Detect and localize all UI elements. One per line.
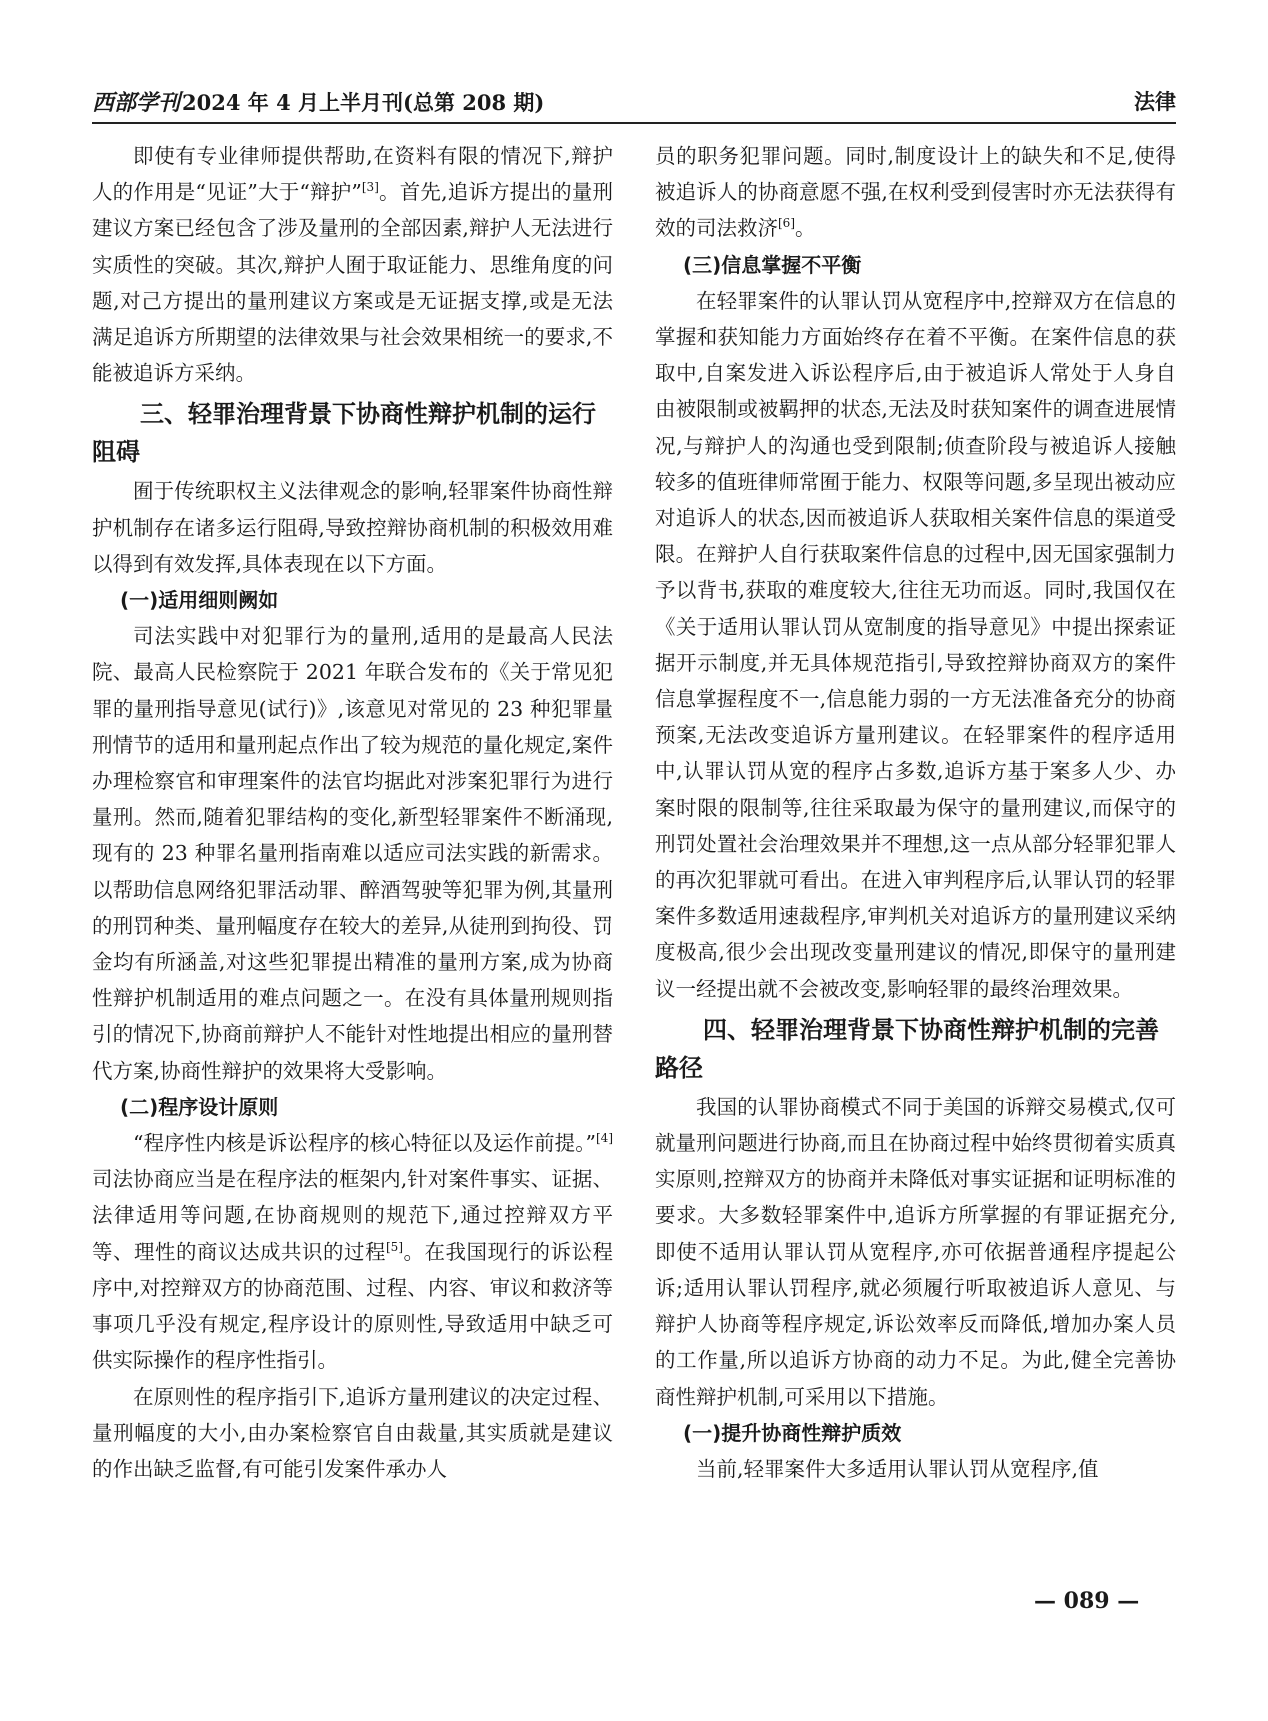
paragraph: 员的职务犯罪问题。同时,制度设计上的缺失和不足,使得被追诉人的协商意愿不强,在权利受到侵害时亦无法获得有效的司法救济[6]。 bbox=[655, 144, 1176, 241]
section-heading: 四、轻罪治理背景下协商性辩护机制的完善路径 bbox=[655, 1015, 1159, 1082]
subsection-heading: (一)适用细则阙如 bbox=[120, 588, 279, 613]
page-header bbox=[92, 82, 1176, 124]
citation-ref: [6] bbox=[778, 216, 795, 231]
paragraph: 在原则性的程序指引下,追诉方量刑建议的决定过程、量刑幅度的大小,由办案检察官自由裁量,其实质就是建议的作出缺乏监督,有可能引发案件承办人 bbox=[92, 1384, 613, 1481]
journal-logo: 西部学刊 bbox=[92, 90, 181, 116]
paragraph: 在轻罪案件的认罪认罚从宽程序中,控辩双方在信息的掌握和获知能力方面始终存在着不平衡。在案件信息的获取中,自案发进入诉讼程序后,由于被追诉人常处于人身自由被限制或被羁押的状态,无法及时获知案件的调查进展情况,与辩护人的沟通也受到限制;侦查阶段与被追诉人接触较多的值班律师常囿于能力、权限等问题,多呈现出被动应对追诉人的状态,因而被追诉人获取相关案件信息的渠道受限。在辩护人自行获取案件信息的过程中,因无国家强制力予以背书,获取的难度较大,往往无功而返。同时,我国仅在《关于适用认罪认罚从宽制度的指导意见》中提出探索证据开示制度,并无具体规范指引,导致控辩协商双方的案件信息掌握程度不一,信息能力弱的一方无法准备充分的协商预案,无法改变追诉方量刑建议。在轻罪案件的程序适用中,认罪认罚从宽的程序占多数,追诉方基于案多人少、办案时限的限制等,往往采取最为保守的量刑建议,而保守的刑罚处置社会治理效果并不理想,这一点从部分轻罪犯罪人的再次犯罪就可看出。在进入审判程序后,认罪认罚的轻罪案件多数适用速裁程序,审判机关对追诉方的量刑建议采纳度极高,很少会出现改变量刑建议的情况,即保守的量刑建议一经提出就不会被改变,影响轻罪的最终治理效果。 bbox=[655, 288, 1176, 1001]
page-number: — 089 — bbox=[1034, 1588, 1140, 1614]
section-label: 法律 bbox=[1134, 89, 1176, 114]
paragraph: 即使有专业律师提供帮助,在资料有限的情况下,辩护人的作用是“见证”大于“辩护”[3]。首先,追诉方提出的量刑建议方案已经包含了涉及量刑的全部因素,辩护人无法进行实质性的突破。其次,辩护人囿于取证能力、思维角度的问题,对己方提出的量刑建议方案或是无证据支撑,或是无法满足追诉方所期望的法律效果与社会效果相统一的要求,不能被追诉方采纳。 bbox=[92, 144, 613, 386]
paragraph: 司法实践中对犯罪行为的量刑,适用的是最高人民法院、最高人民检察院于 2021 年联合发布的《关于常见犯罪的量刑指导意见(试行)》,该意见对常见的 23 种犯罪量刑情节的适用和量刑起点作出了较为规范的量化规定,案件办理检察官和审理案件的法官均据此对涉案犯罪行为进行量刑。然而,随着犯罪结构的变化,新型轻罪案件不断涌现,现有的 23 种罪名量刑指南难以适应司法实践的新需求。以帮助信息网络犯罪活动罪、醉酒驾驶等犯罪为例,其量刑的刑罚种类、量刑幅度存在较大的差异,从徒刑到拘役、罚金均有所涵盖,对这些犯罪提出精准的量刑方案,成为协商性辩护机制适用的难点问题之一。在没有具体量刑规则指引的情况下,协商前辩护人不能针对性地提出相应的量刑替代方案,协商性辩护的效果将大受影响。 bbox=[92, 624, 613, 1083]
paragraph: 当前,轻罪案件大多适用认罪认罚从宽程序,值 bbox=[696, 1456, 1099, 1481]
subsection-heading: (二)程序设计原则 bbox=[120, 1094, 279, 1119]
left-column bbox=[92, 138, 613, 1487]
citation-ref: [3] bbox=[361, 180, 379, 195]
issue-info: 2024 年 4 月上半月刊(总第 208 期) bbox=[182, 90, 545, 115]
journal-info bbox=[92, 86, 544, 117]
section-heading: 三、轻罪治理背景下协商性辩护机制的运行阻碍 bbox=[92, 400, 596, 467]
right-column bbox=[655, 138, 1176, 1487]
citation-ref: [4] bbox=[596, 1131, 613, 1146]
paragraph: “程序性内核是诉讼程序的核心特征以及运作前提。”[4]司法协商应当是在程序法的框架内,针对案件事实、证据、法律适用等问题,在协商规则的规范下,通过控辩双方平等、理性的商议达成共识的过程[5]。在我国现行的诉讼程序中,对控辩双方的协商范围、过程、内容、审议和救济等事项几乎没有规定,程序设计的原则性,导致适用中缺乏可供实际操作的程序性指引。 bbox=[92, 1131, 613, 1373]
paragraph: 我国的认罪协商模式不同于美国的诉辩交易模式,仅可就量刑问题进行协商,而且在协商过程中始终贯彻着实质真实原则,控辩双方的协商并未降低对事实证据和证明标准的要求。大多数轻罪案件中,追诉方所掌握的有罪证据充分,即使不适用认罪认罚从宽程序,亦可依据普通程序提起公诉;适用认罪认罚程序,就必须履行听取被追诉人意见、与辩护人协商等程序规定,诉讼效率反而降低,增加办案人员的工作量,所以追诉方协商的动力不足。为此,健全完善协商性辩护机制,可采用以下措施。 bbox=[655, 1094, 1176, 1409]
paragraph: 囿于传统职权主义法律观念的影响,轻罪案件协商性辩护机制存在诸多运行阻碍,导致控辩协商机制的积极效用难以得到有效发挥,具体表现在以下方面。 bbox=[92, 479, 613, 576]
subsection-heading: (一)提升协商性辩护质效 bbox=[683, 1420, 902, 1445]
subsection-heading: (三)信息掌握不平衡 bbox=[683, 252, 862, 277]
citation-ref: [5] bbox=[386, 1239, 403, 1254]
